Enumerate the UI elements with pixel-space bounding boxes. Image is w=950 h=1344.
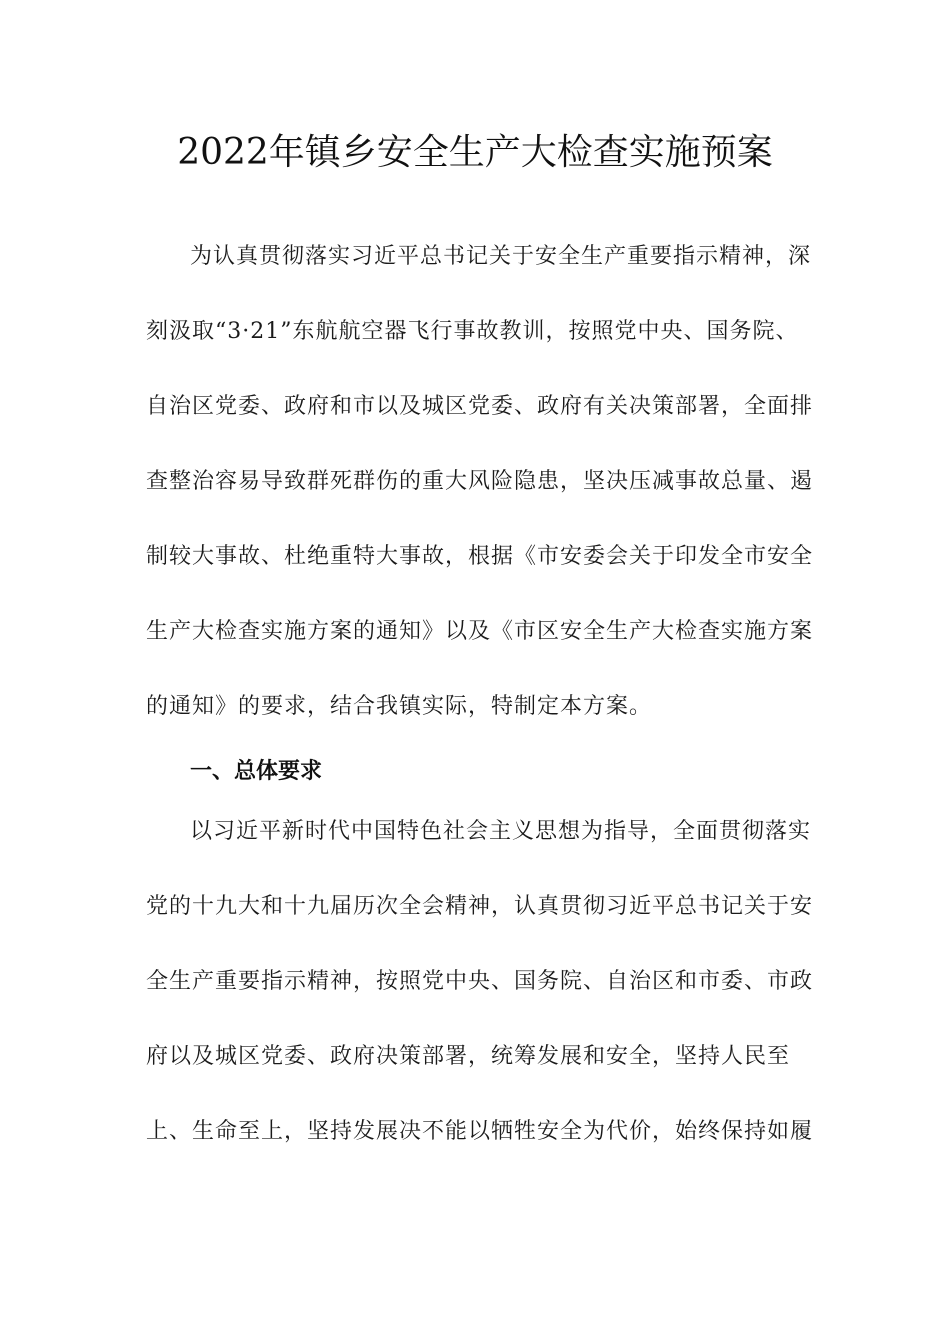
intro-line-4: 查整治容易导致群死群伤的重大风险隐患，坚决压减事故总量、遏 (146, 469, 814, 494)
intro-line-7: 的通知》的要求，结合我镇实际，特制定本方案。 (146, 694, 653, 719)
section-line-4: 府以及城区党委、政府决策部署，统筹发展和安全，坚持人民至 (146, 1044, 791, 1069)
section-line-3: 全生产重要指示精神，按照党中央、国务院、自治区和市委、市政 (146, 969, 814, 994)
intro-line-2: 刻汲取“3·21”东航航空器飞行事故教训，按照党中央、国务院、 (146, 319, 799, 344)
intro-line-1: 为认真贯彻落实习近平总书记关于安全生产重要指示精神，深 (190, 244, 812, 269)
section-line-1: 以习近平新时代中国特色社会主义思想为指导，全面贯彻落实 (190, 819, 812, 844)
intro-line-6: 生产大检查实施方案的通知》以及《市区安全生产大检查实施方案 (146, 619, 814, 644)
intro-line-3: 自治区党委、政府和市以及城区党委、政府有关决策部署，全面排 (146, 394, 814, 419)
section-line-2: 党的十九大和十九届历次全会精神，认真贯彻习近平总书记关于安 (146, 894, 814, 919)
section-heading: 一、总体要求 (190, 759, 323, 784)
section-line-5: 上、生命至上，坚持发展决不能以牺牲安全为代价，始终保持如履 (146, 1119, 814, 1144)
intro-line-5: 制较大事故、杜绝重特大事故，根据《市安委会关于印发全市安全 (146, 544, 814, 569)
document-title: 2022年镇乡安全生产大检查实施预案 (177, 132, 773, 173)
